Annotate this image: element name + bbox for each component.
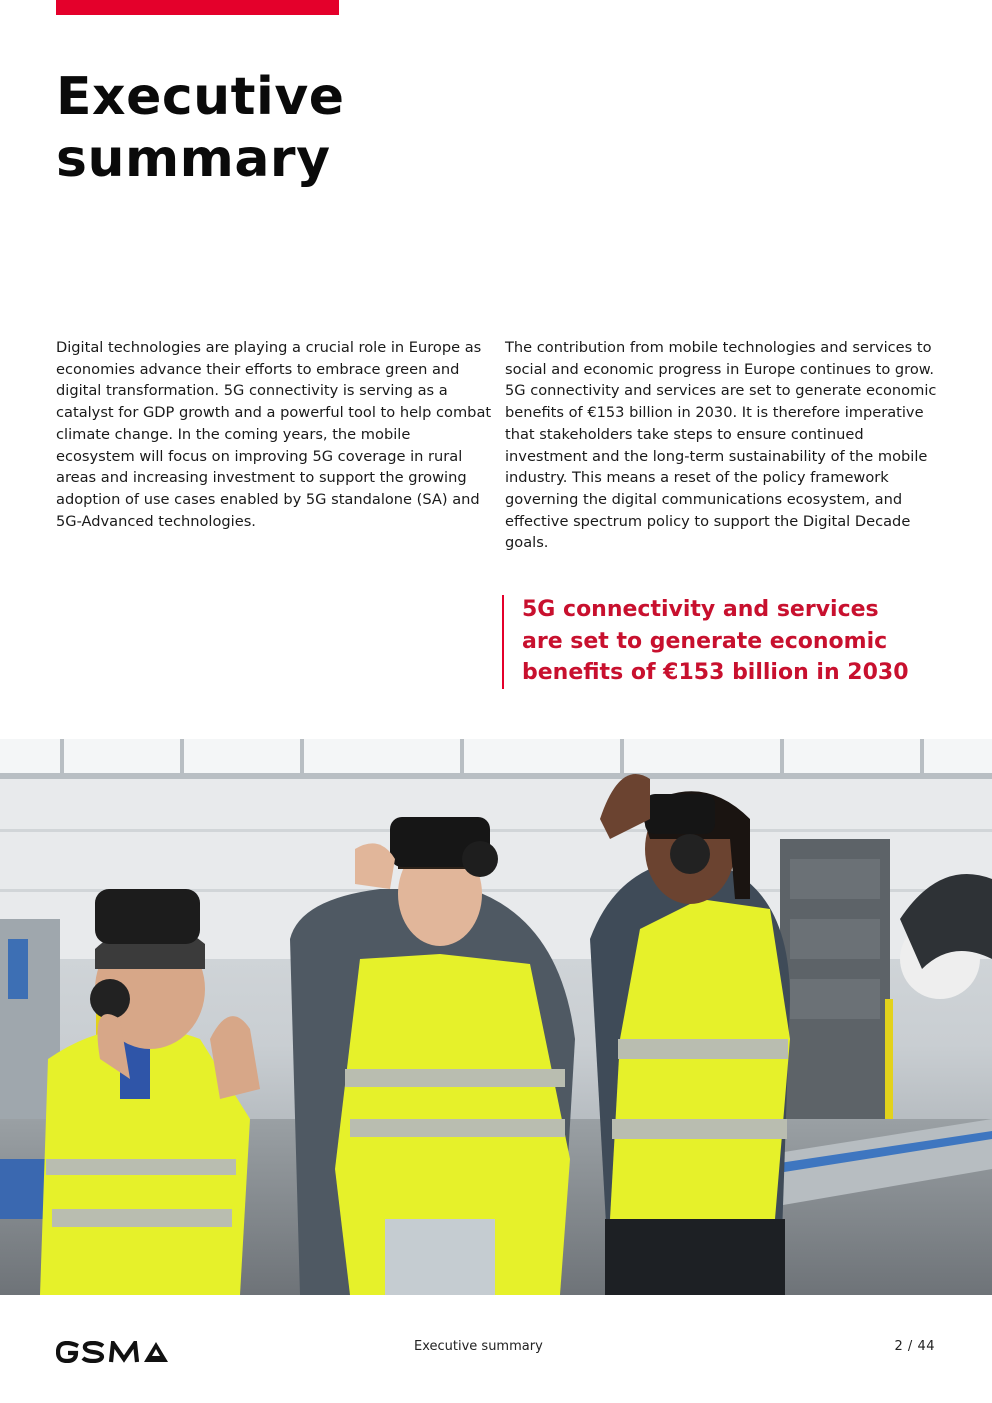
page-title-line-1: Executive bbox=[56, 67, 345, 127]
body-paragraph-right: The contribution from mobile technologies and services to social and economic progress in Europe continues to grow. 5G connectivity and services are set to generate economic benefits of €153 billion in 2030. It is therefore imperative that stakeholders take steps to ensure continued investment and the long-term sustainability of the mobile industry. This means a reset of the policy framework governing the digital communications ecosystem, and effective spectrum policy to support the Digital Decade goals. bbox=[505, 339, 937, 552]
pull-quote-line-3: benefits of €153 billion in 2030 bbox=[522, 660, 909, 685]
pull-quote bbox=[502, 595, 972, 689]
vr-workers-photo bbox=[0, 739, 992, 1295]
photo-illustration bbox=[0, 739, 992, 1295]
body-paragraph-left: Digital technologies are playing a crucial role in Europe as economies advance their efforts to embrace green and digital transformation. 5G connectivity is serving as a catalyst for GDP growth and a powerful tool to help combat climate change. In the coming years, the mobile ecosystem will focus on improving 5G coverage in rural areas and increasing investment to support the growing adoption of use cases enabled by 5G standalone (SA) and 5G-Advanced technologies. bbox=[56, 339, 492, 530]
top-accent-bar bbox=[56, 0, 339, 15]
page-title-line-2: summary bbox=[56, 129, 331, 189]
gsma-logo-icon bbox=[56, 1341, 178, 1363]
pull-quote-line-2: are set to generate economic bbox=[522, 628, 888, 654]
page-title bbox=[56, 66, 345, 190]
footer-page-number: 2 / 44 bbox=[894, 1339, 935, 1354]
pull-quote-line-1: 5G connectivity and services bbox=[522, 597, 879, 622]
footer-section-label: Executive summary bbox=[414, 1339, 543, 1354]
pull-quote-text bbox=[522, 593, 972, 690]
